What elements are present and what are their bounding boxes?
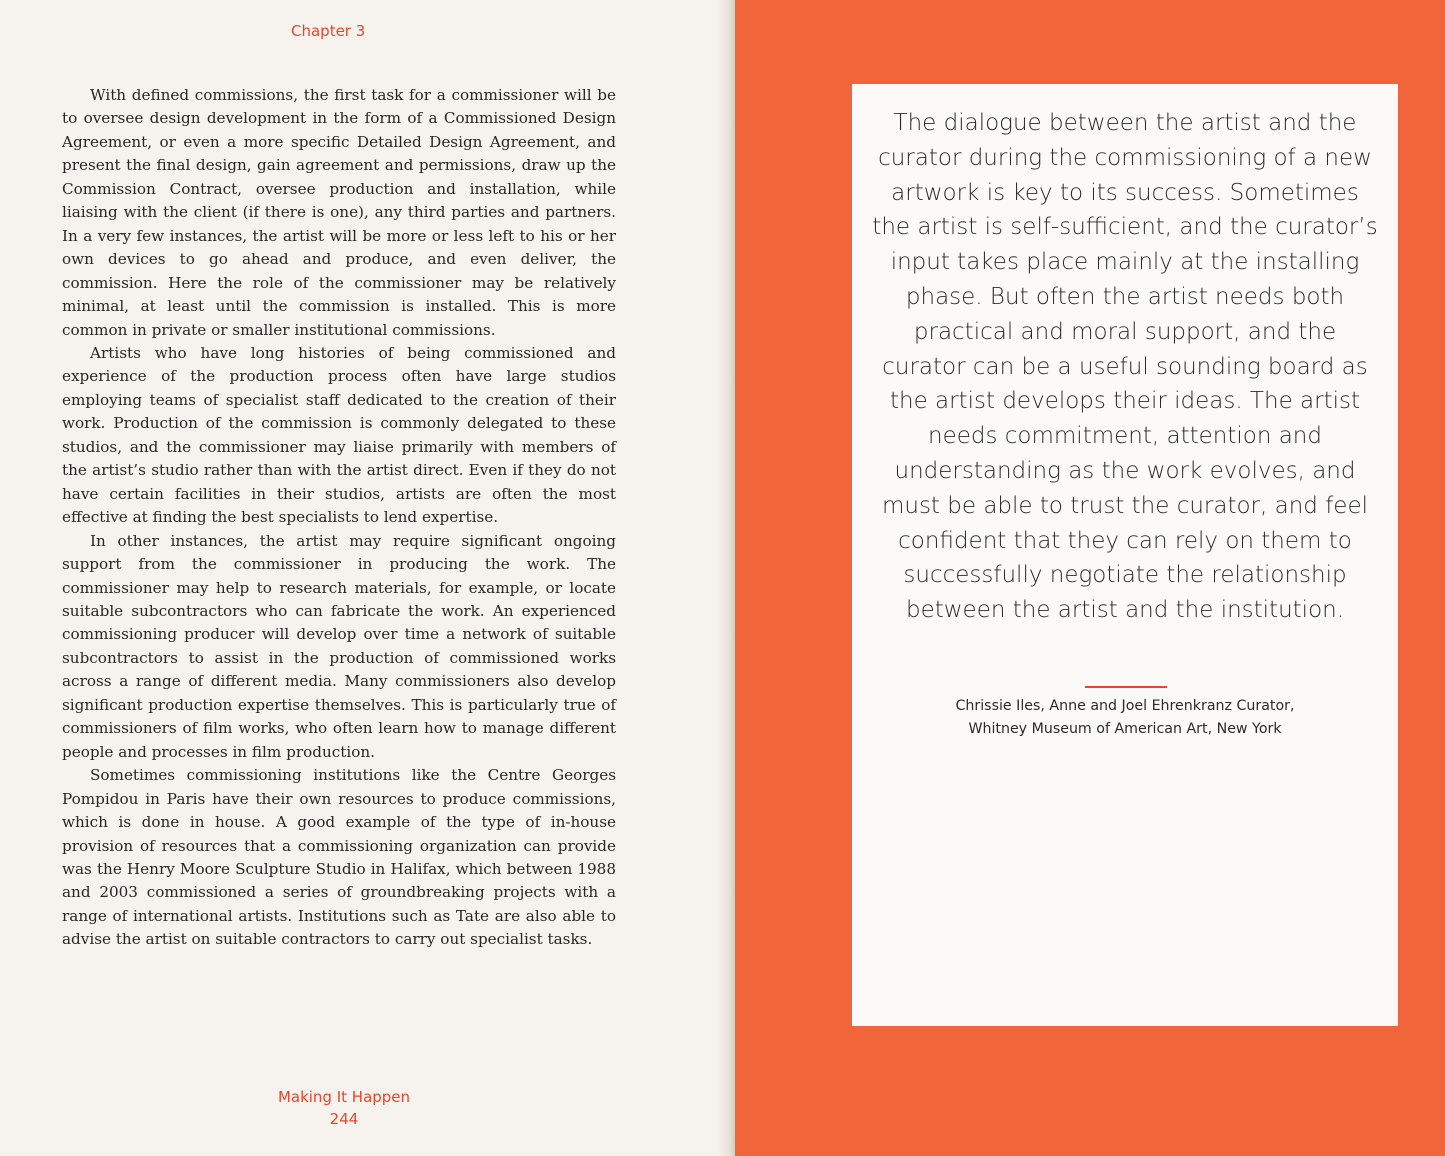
attribution-line-1: Chrissie Iles, Anne and Joel Ehrenkranz Curator, (955, 698, 1295, 714)
pull-quote: The dialogue between the artist and the curator during the commissioning of a new artwork is key to its success. Sometimes the artist is self-sufficient, and the curator’s input takes place mainly at the installing phase. But often the artist needs both practical and moral support, and the curator can be a useful sounding board as the artist develops their ideas. The artist needs commitment, attention and understanding as the work evolves, and must be able to trust the curator, and feel confident that they can rely on them to successfully negotiate the relationship between the artist and the institution. (872, 110, 1378, 624)
page-footer (244, 1086, 444, 1130)
chapter-heading: Chapter 3 (291, 22, 366, 40)
paragraph-1: With defined commissions, the first task for a commissioner will be to oversee design development in the form of a Commissioned Design Agreement, or even a more specific Detailed Design Agreement, and present the final design, gain agreement and permissions, draw up the Commission Contract, oversee production and installation, while liaising with the client (if there is one), any third parties and partners. In a very few instances, the artist will be more or less left to his or her own devices to go ahead and produce, and even deliver, the commission. Here the role of the commissioner may be relatively minimal, at least until the commission is installed. This is more common in private or smaller institutional commissions. (62, 86, 616, 339)
paragraph-4: Sometimes commissioning institutions like the Centre Georges Pompidou in Paris have their own resources to produce commissions, which is done in house. A good example of the type of in-house provision of resources that a commissioning organization can provide was the Henry Moore Sculpture Studio in Halifax, which between 1988 and 2003 commissioned a series of groundbreaking projects with a range of international artists. Institutions such as Tate are also able to advise the artist on suitable contractors to carry out specialist tasks. (62, 766, 616, 949)
paragraph-3: In other instances, the artist may require significant ongoing support from the commissioner in producing the work. The commissioner may help to research materials, for example, or locate suitable subcontractors who can fabricate the work. An experienced commissioning producer will develop over time a network of suitable subcontractors to assist in the production of commissioned works across a range of different media. Many commissioners also develop significant production expertise themselves. This is particularly true of commissioners of film works, who often learn how to manage different people and processes in film production. (62, 531, 616, 761)
quote-attribution (882, 695, 1368, 741)
page-number: 244 (329, 1110, 359, 1128)
body-text (62, 84, 616, 952)
divider-rule (1085, 686, 1167, 688)
footer-title: Making It Happen (277, 1088, 411, 1106)
paragraph-2: Artists who have long histories of being commissioned and experience of the production process often have large studios employing teams of specialist staff dedicated to the creation of their work. Production of the commission is commonly delegated to these studios, and the commissioner may liaise primarily with members of the artist’s studio rather than with the artist direct. Even if they do not have certain facilities in their studios, artists are often the most effective at finding the best specialists to lend expertise. (62, 343, 616, 527)
attribution-line-2: Whitney Museum of American Art, New York (968, 721, 1282, 737)
quote-box (852, 84, 1398, 1026)
